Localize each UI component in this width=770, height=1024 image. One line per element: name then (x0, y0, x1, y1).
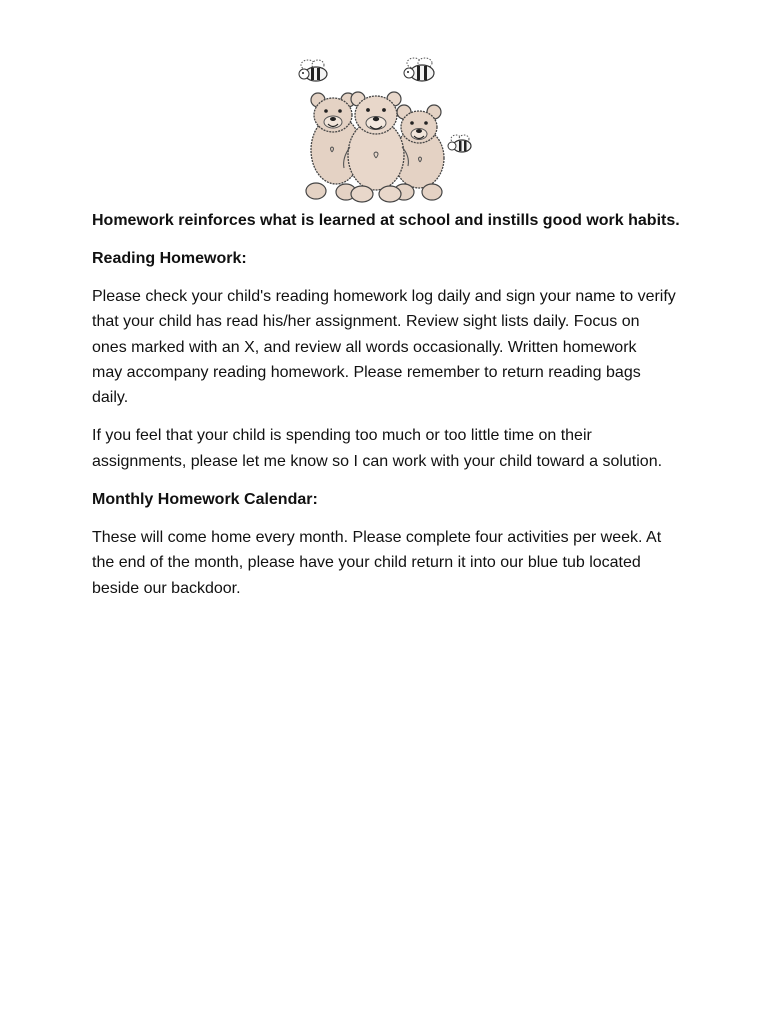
document-body (92, 208, 692, 614)
monthly-calendar-heading: Monthly Homework Calendar: (92, 491, 318, 509)
homework-time-paragraph (92, 423, 692, 474)
paragraph-line: ones marked with an X, and review all words occasionally. Written homework (92, 338, 637, 356)
paragraph-line: If you feel that your child is spending too much or too little time on their (92, 427, 592, 445)
paragraph-line: These will come home every month. Please complete four activities per week. At (92, 529, 662, 547)
bee-icon (299, 60, 327, 81)
monthly-calendar-paragraph (92, 525, 692, 601)
reading-homework-paragraph (92, 284, 692, 410)
bee-icon (448, 135, 471, 152)
intro-heading: Homework reinforces what is learned at school and instills good work habits. (92, 212, 680, 229)
paragraph-line: Please check your child's reading homework log daily and sign your name to verify (92, 288, 676, 305)
reading-homework-heading: Reading Homework: (92, 250, 247, 267)
bee-icon (404, 58, 434, 81)
bears-with-bees-clipart (286, 52, 480, 204)
paragraph-line: may accompany reading homework. Please remember to return reading bags (92, 363, 641, 381)
paragraph-line: assignments, please let me know so I can work with your child toward a solution. (92, 452, 663, 470)
paragraph-line: daily. (92, 389, 129, 407)
paragraph-line: the end of the month, please have your child return it into our blue tub located (92, 554, 641, 572)
paragraph-line: beside our backdoor. (92, 579, 241, 597)
paragraph-line: that your child has read his/her assignment. Review sight lists daily. Focus on (92, 313, 640, 331)
